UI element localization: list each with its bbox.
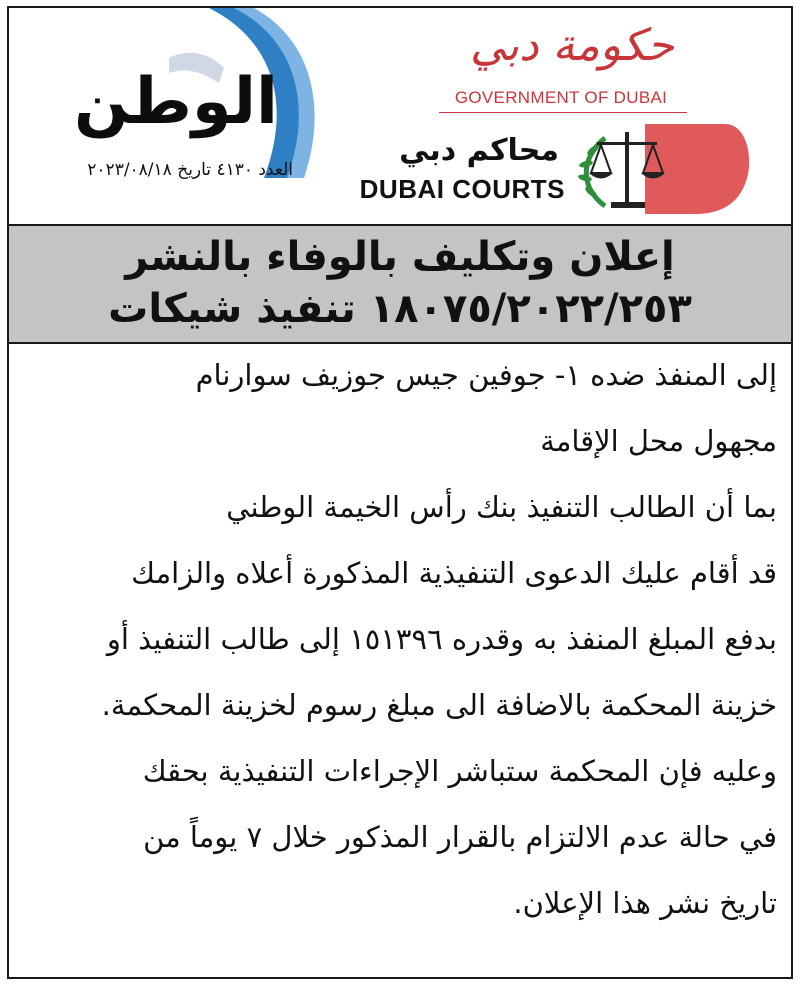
notice-line: قد أقام عليك الدعوى التنفيذية المذكورة أعلاه والزامك: [131, 556, 777, 590]
notice-line: بما أن الطالب التنفيذ بنك رأس الخيمة الوطني: [226, 490, 777, 524]
issue-info: العدد ٤١٣٠ تاريخ ٢٠٢٣/٠٨/١٨: [87, 160, 293, 180]
notice-line: بدفع المبلغ المنفذ به وقدره ١٥١٣٩٦ إلى طالب التنفيذ أو: [106, 622, 777, 656]
case-number: ١٨٠٧٥/٢٠٢٢/٢٥٣ تنفيذ شيكات: [108, 286, 692, 332]
notice-line: تاريخ نشر هذا الإعلان.: [513, 886, 777, 920]
newspaper-logo: الوطن: [74, 65, 278, 139]
notice-line: وعليه فإن المحكمة ستباشر الإجراءات التنفيذية بحقك: [142, 754, 777, 788]
notice-line: خزينة المحكمة بالاضافة الى مبلغ رسوم لخزينة المحكمة.: [101, 688, 777, 722]
notice-title-band: [9, 224, 791, 344]
notice-title: إعلان وتكليف بالوفاء بالنشر: [125, 234, 675, 280]
header: [9, 8, 791, 224]
courts-name-english: DUBAI COURTS: [359, 174, 565, 204]
government-name-arabic: حكومة دبي: [470, 20, 674, 71]
divider: [439, 112, 687, 113]
notice-line: مجهول محل الإقامة: [540, 424, 777, 458]
notice-frame: [7, 6, 793, 979]
government-name-english: GOVERNMENT OF DUBAI: [454, 88, 668, 107]
notice-line: إلى المنفذ ضده ١- جوفين جيس جوزيف سوارنام: [195, 358, 777, 392]
courts-emblem-icon: [575, 118, 755, 218]
notice-line: في حالة عدم الالتزام بالقرار المذكور خلال ٧ يوماً من: [143, 820, 777, 854]
courts-name-arabic: محاكم دبي: [399, 133, 559, 168]
